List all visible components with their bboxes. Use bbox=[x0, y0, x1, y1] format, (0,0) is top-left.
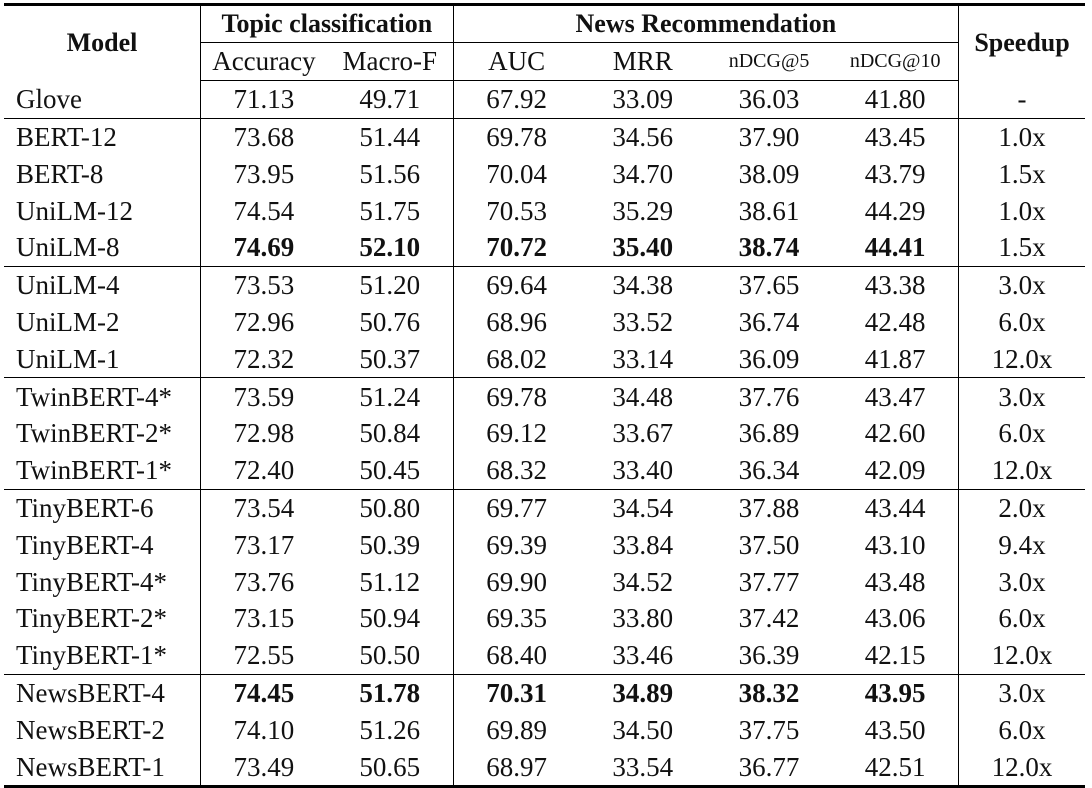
cell-model: UniLM-12 bbox=[16, 195, 133, 226]
cell-accuracy: 71.13 bbox=[201, 80, 327, 118]
cell-macro-f: 51.20 bbox=[327, 266, 453, 303]
cell-model: NewsBERT-1 bbox=[4, 748, 201, 786]
header-accuracy: Accuracy bbox=[201, 43, 327, 81]
cell-speedup: 1.5x bbox=[959, 229, 1085, 266]
header-topic-classification: Topic classification bbox=[201, 5, 454, 43]
cell-ndcg10: 42.48 bbox=[864, 306, 926, 337]
cell-macro-f: 51.26 bbox=[359, 714, 421, 745]
cell-model: BERT-8 bbox=[16, 158, 104, 189]
cell-speedup: - bbox=[959, 80, 1085, 118]
cell-auc: 69.12 bbox=[453, 415, 579, 452]
cell-mrr: 33.54 bbox=[580, 748, 706, 786]
cell-mrr: 34.70 bbox=[612, 158, 674, 189]
cell-model: Glove bbox=[16, 83, 82, 114]
cell-speedup: 1.0x bbox=[959, 118, 1085, 155]
cell-accuracy: 74.69 bbox=[201, 229, 327, 266]
cell-model: UniLM-1 bbox=[16, 343, 120, 374]
cell-ndcg5: 37.88 bbox=[706, 489, 832, 526]
cell-mrr: 33.40 bbox=[612, 455, 674, 486]
cell-speedup: 1.5x bbox=[959, 155, 1085, 192]
cell-macro-f: 51.78 bbox=[327, 674, 453, 711]
cell-ndcg5: 38.61 bbox=[738, 195, 800, 226]
cell-auc: 68.40 bbox=[453, 637, 579, 674]
cell-auc: 68.32 bbox=[453, 452, 579, 489]
cell-auc: 68.97 bbox=[453, 748, 579, 786]
cell-macro-f: 52.10 bbox=[359, 232, 421, 263]
cell-macro-f: 50.45 bbox=[359, 455, 421, 486]
cell-macro-f: 50.50 bbox=[359, 640, 421, 671]
header-ndcg5: nDCG@5 bbox=[706, 43, 832, 81]
cell-ndcg5: 38.32 bbox=[706, 674, 832, 711]
cell-ndcg10: 43.06 bbox=[864, 603, 926, 634]
cell-ndcg10: 42.51 bbox=[832, 748, 958, 786]
cell-ndcg5: 37.50 bbox=[738, 529, 800, 560]
cell-accuracy: 74.45 bbox=[201, 674, 327, 711]
header-macro-f: Macro-F bbox=[327, 43, 453, 81]
table-row bbox=[4, 304, 1085, 341]
cell-model: NewsBERT-2 bbox=[16, 714, 165, 745]
cell-mrr: 33.80 bbox=[612, 603, 674, 634]
table-row bbox=[4, 229, 1085, 266]
cell-macro-f: 51.24 bbox=[327, 378, 453, 415]
cell-speedup: 6.0x bbox=[959, 304, 1085, 341]
cell-ndcg10: 43.47 bbox=[832, 378, 958, 415]
table-row bbox=[4, 378, 1085, 415]
table-row bbox=[4, 415, 1085, 452]
cell-speedup: 3.0x bbox=[959, 563, 1085, 600]
cell-accuracy: 72.40 bbox=[201, 452, 327, 489]
cell-mrr: 33.09 bbox=[612, 84, 674, 115]
cell-auc: 68.96 bbox=[453, 304, 579, 341]
cell-ndcg10: 43.50 bbox=[864, 714, 926, 745]
cell-ndcg10: 44.29 bbox=[864, 195, 926, 226]
table-row bbox=[4, 563, 1085, 600]
cell-model: NewsBERT-4 bbox=[4, 674, 201, 711]
table-row bbox=[4, 266, 1085, 303]
cell-ndcg5: 36.03 bbox=[738, 84, 800, 115]
cell-auc: 69.78 bbox=[453, 118, 579, 155]
cell-speedup: 1.0x bbox=[959, 192, 1085, 229]
cell-mrr: 34.48 bbox=[580, 378, 706, 415]
cell-model: TinyBERT-1* bbox=[16, 640, 167, 671]
cell-model: UniLM-4 bbox=[4, 266, 201, 303]
cell-accuracy: 73.59 bbox=[201, 378, 327, 415]
cell-model: BERT-12 bbox=[4, 118, 201, 155]
cell-accuracy: 73.17 bbox=[201, 526, 327, 563]
cell-ndcg5: 38.74 bbox=[738, 232, 800, 263]
cell-macro-f: 50.84 bbox=[359, 418, 421, 449]
table-row bbox=[4, 80, 1085, 118]
cell-ndcg10: 43.48 bbox=[864, 566, 926, 597]
table-row bbox=[4, 637, 1085, 674]
cell-accuracy: 72.98 bbox=[201, 415, 327, 452]
table-row bbox=[4, 711, 1085, 748]
table-row bbox=[4, 452, 1085, 489]
cell-ndcg5: 37.90 bbox=[706, 118, 832, 155]
cell-ndcg10: 41.87 bbox=[864, 343, 926, 374]
table-row bbox=[4, 192, 1085, 229]
table-row bbox=[4, 489, 1085, 526]
cell-accuracy: 72.32 bbox=[201, 340, 327, 377]
cell-auc: 69.64 bbox=[453, 266, 579, 303]
cell-speedup: 3.0x bbox=[959, 378, 1085, 415]
table-row bbox=[4, 340, 1085, 377]
header-auc: AUC bbox=[453, 43, 579, 81]
cell-mrr: 33.46 bbox=[612, 640, 674, 671]
cell-ndcg10: 43.38 bbox=[832, 266, 958, 303]
cell-ndcg10: 43.10 bbox=[864, 529, 926, 560]
cell-macro-f: 50.94 bbox=[359, 603, 421, 634]
cell-auc: 69.39 bbox=[453, 526, 579, 563]
cell-model: TinyBERT-2* bbox=[16, 603, 167, 634]
cell-mrr: 34.52 bbox=[612, 566, 674, 597]
cell-speedup: 2.0x bbox=[959, 489, 1085, 526]
cell-auc: 70.04 bbox=[453, 155, 579, 192]
cell-ndcg10: 42.60 bbox=[864, 418, 926, 449]
cell-macro-f: 51.75 bbox=[359, 195, 421, 226]
cell-auc: 70.31 bbox=[453, 674, 579, 711]
cell-model: TinyBERT-4 bbox=[16, 529, 154, 560]
cell-ndcg5: 36.09 bbox=[738, 343, 800, 374]
table-row bbox=[4, 155, 1085, 192]
cell-accuracy: 73.49 bbox=[201, 748, 327, 786]
cell-accuracy: 74.10 bbox=[201, 711, 327, 748]
table-row bbox=[4, 526, 1085, 563]
cell-ndcg5: 36.89 bbox=[738, 418, 800, 449]
cell-accuracy: 73.53 bbox=[201, 266, 327, 303]
header-ndcg10: nDCG@10 bbox=[832, 43, 958, 81]
cell-macro-f: 50.37 bbox=[359, 343, 421, 374]
cell-ndcg10: 42.09 bbox=[864, 455, 926, 486]
cell-macro-f: 49.71 bbox=[359, 84, 421, 115]
cell-ndcg5: 38.09 bbox=[738, 158, 800, 189]
cell-macro-f: 50.80 bbox=[327, 489, 453, 526]
cell-speedup: 12.0x bbox=[959, 748, 1085, 786]
cell-ndcg10: 43.44 bbox=[832, 489, 958, 526]
table-body bbox=[4, 80, 1085, 786]
cell-speedup: 12.0x bbox=[959, 452, 1085, 489]
cell-ndcg5: 37.76 bbox=[706, 378, 832, 415]
cell-mrr: 33.52 bbox=[612, 306, 674, 337]
cell-accuracy: 72.55 bbox=[201, 637, 327, 674]
cell-macro-f: 51.44 bbox=[327, 118, 453, 155]
cell-ndcg10: 44.41 bbox=[864, 232, 926, 263]
cell-accuracy: 74.54 bbox=[201, 192, 327, 229]
cell-ndcg5: 36.39 bbox=[738, 640, 800, 671]
cell-speedup: 6.0x bbox=[959, 711, 1085, 748]
cell-ndcg10: 41.80 bbox=[864, 84, 926, 115]
cell-ndcg5: 37.75 bbox=[738, 714, 800, 745]
table-row bbox=[4, 118, 1085, 155]
cell-mrr: 33.67 bbox=[612, 418, 674, 449]
cell-macro-f: 50.39 bbox=[359, 529, 421, 560]
cell-accuracy: 73.95 bbox=[201, 155, 327, 192]
cell-speedup: 6.0x bbox=[959, 415, 1085, 452]
cell-mrr: 34.54 bbox=[580, 489, 706, 526]
cell-speedup: 6.0x bbox=[959, 600, 1085, 637]
cell-model: UniLM-8 bbox=[16, 232, 120, 263]
header-news-recommendation: News Recommendation bbox=[453, 5, 958, 43]
cell-macro-f: 50.76 bbox=[359, 306, 421, 337]
cell-ndcg5: 36.34 bbox=[738, 455, 800, 486]
cell-accuracy: 72.96 bbox=[201, 304, 327, 341]
cell-ndcg5: 37.65 bbox=[706, 266, 832, 303]
cell-speedup: 12.0x bbox=[959, 637, 1085, 674]
cell-accuracy: 73.54 bbox=[201, 489, 327, 526]
table-header bbox=[4, 5, 1085, 81]
cell-ndcg5: 36.74 bbox=[738, 306, 800, 337]
cell-mrr: 33.84 bbox=[612, 529, 674, 560]
cell-model: TwinBERT-2* bbox=[16, 418, 173, 449]
table-row bbox=[4, 674, 1085, 711]
cell-auc: 69.89 bbox=[453, 711, 579, 748]
cell-mrr: 34.89 bbox=[580, 674, 706, 711]
results-table bbox=[4, 3, 1085, 788]
cell-accuracy: 73.76 bbox=[201, 563, 327, 600]
cell-auc: 69.90 bbox=[453, 563, 579, 600]
cell-ndcg10: 42.15 bbox=[864, 640, 926, 671]
cell-auc: 69.78 bbox=[453, 378, 579, 415]
cell-auc: 70.53 bbox=[453, 192, 579, 229]
cell-mrr: 35.29 bbox=[612, 195, 674, 226]
header-model: Model bbox=[4, 5, 201, 81]
cell-model: UniLM-2 bbox=[16, 306, 120, 337]
cell-mrr: 33.14 bbox=[612, 343, 674, 374]
cell-auc: 69.35 bbox=[453, 600, 579, 637]
cell-speedup: 12.0x bbox=[959, 340, 1085, 377]
cell-mrr: 34.56 bbox=[580, 118, 706, 155]
header-mrr: MRR bbox=[580, 43, 706, 81]
cell-accuracy: 73.68 bbox=[201, 118, 327, 155]
cell-ndcg10: 43.79 bbox=[864, 158, 926, 189]
table-row bbox=[4, 600, 1085, 637]
cell-ndcg5: 37.42 bbox=[738, 603, 800, 634]
cell-speedup: 3.0x bbox=[959, 674, 1085, 711]
cell-ndcg10: 43.95 bbox=[832, 674, 958, 711]
cell-mrr: 34.38 bbox=[580, 266, 706, 303]
cell-ndcg5: 36.77 bbox=[706, 748, 832, 786]
cell-model: TinyBERT-4* bbox=[16, 566, 167, 597]
cell-auc: 68.02 bbox=[453, 340, 579, 377]
cell-speedup: 9.4x bbox=[959, 526, 1085, 563]
cell-auc: 70.72 bbox=[453, 229, 579, 266]
cell-speedup: 3.0x bbox=[959, 266, 1085, 303]
cell-auc: 69.77 bbox=[453, 489, 579, 526]
cell-model: TwinBERT-4* bbox=[4, 378, 201, 415]
cell-ndcg10: 43.45 bbox=[832, 118, 958, 155]
cell-model: TwinBERT-1* bbox=[16, 455, 173, 486]
cell-ndcg5: 37.77 bbox=[738, 566, 800, 597]
table-row bbox=[4, 748, 1085, 786]
cell-macro-f: 51.12 bbox=[359, 566, 421, 597]
cell-mrr: 34.50 bbox=[612, 714, 674, 745]
cell-macro-f: 50.65 bbox=[327, 748, 453, 786]
cell-auc: 67.92 bbox=[453, 80, 579, 118]
cell-mrr: 35.40 bbox=[612, 232, 674, 263]
cell-macro-f: 51.56 bbox=[359, 158, 421, 189]
cell-accuracy: 73.15 bbox=[201, 600, 327, 637]
header-speedup: Speedup bbox=[959, 5, 1085, 81]
cell-model: TinyBERT-6 bbox=[4, 489, 201, 526]
